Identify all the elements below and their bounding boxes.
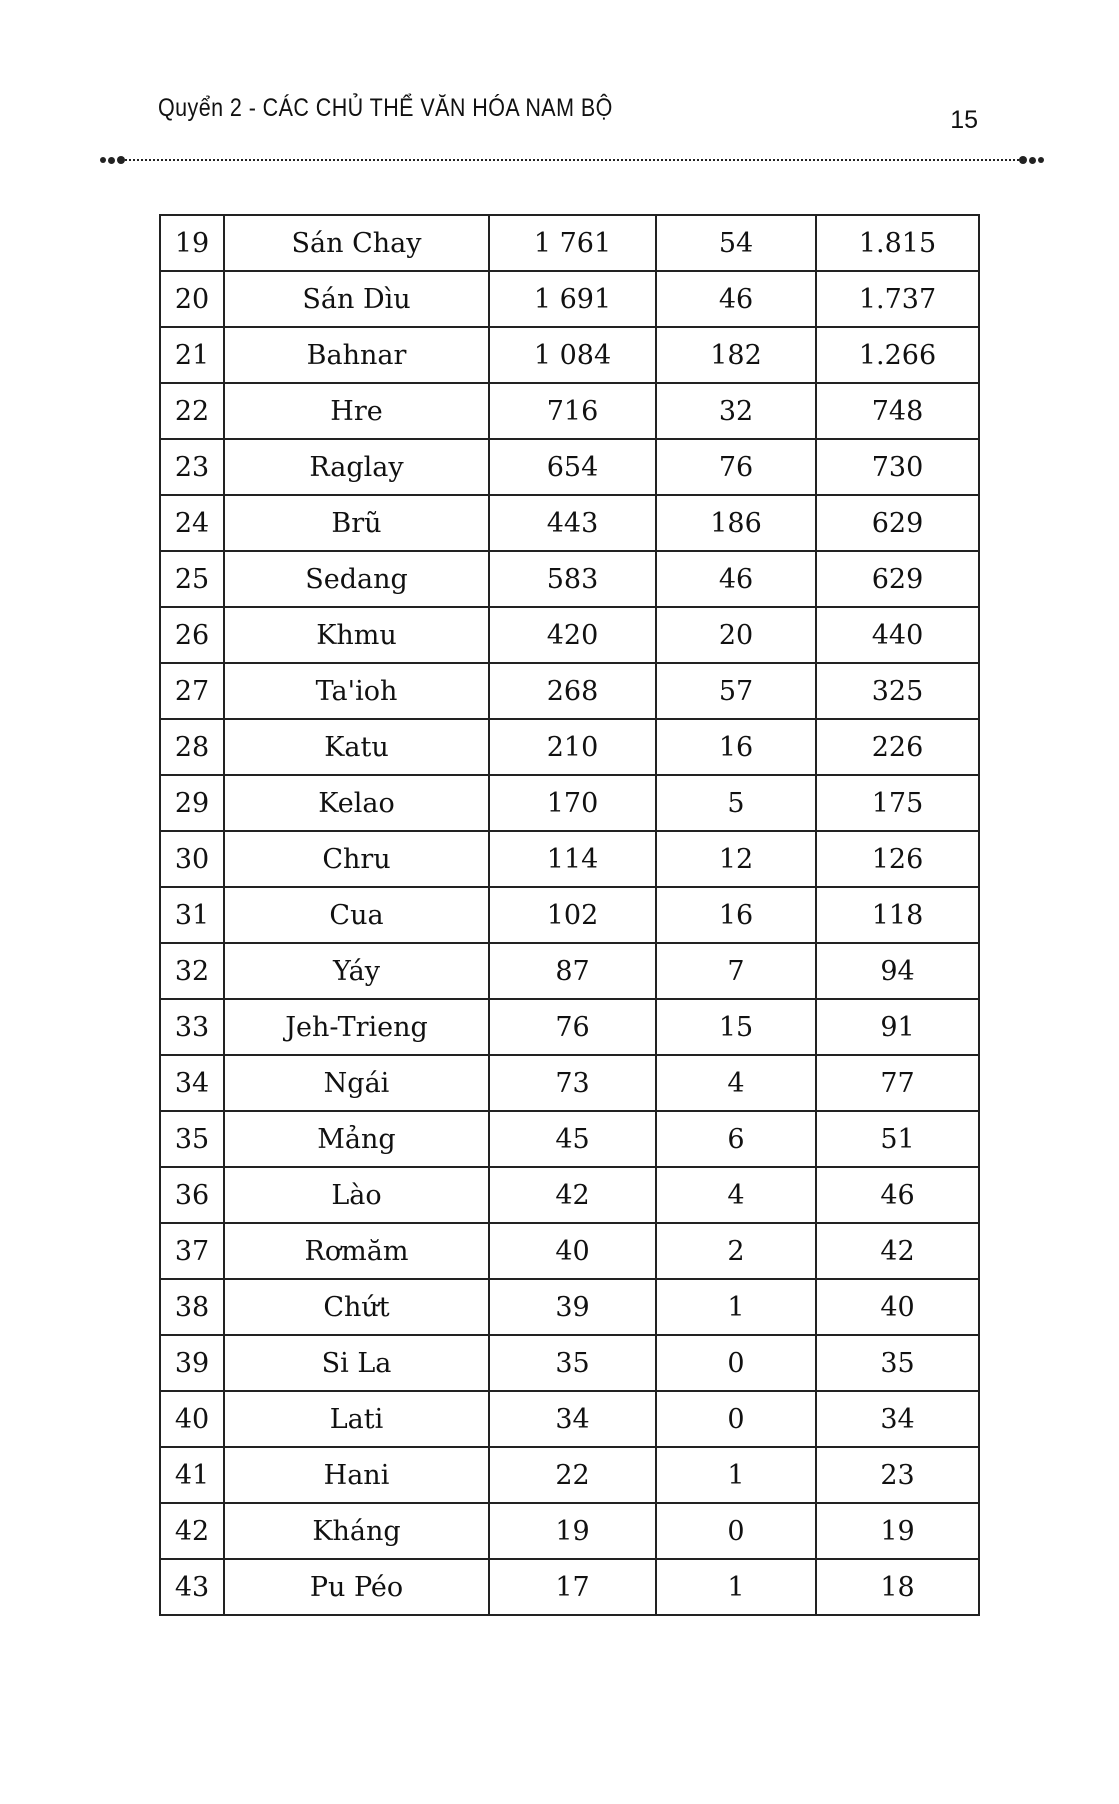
value-col-1-cell: 1 084 [489, 327, 656, 383]
value-col-1-cell: 17 [489, 1559, 656, 1615]
table-row [160, 495, 979, 551]
row-number-cell: 25 [160, 551, 224, 607]
total-value-cell: 94 [816, 943, 979, 999]
total-value-cell: 46 [816, 1167, 979, 1223]
table-row [160, 1223, 979, 1279]
row-number-cell: 30 [160, 831, 224, 887]
value-col-2-cell: 2 [656, 1223, 816, 1279]
row-number-cell: 36 [160, 1167, 224, 1223]
row-number-cell: 39 [160, 1335, 224, 1391]
total-value-cell: 175 [816, 775, 979, 831]
value-col-1-cell: 654 [489, 439, 656, 495]
table-row [160, 775, 979, 831]
table-row [160, 271, 979, 327]
ethnic-group-name-cell: Ta'ioh [224, 663, 489, 719]
value-col-2-cell: 57 [656, 663, 816, 719]
total-value-cell: 34 [816, 1391, 979, 1447]
ethnic-group-name-cell: Cua [224, 887, 489, 943]
divider-ornament-right [1019, 155, 1044, 165]
row-number-cell: 29 [160, 775, 224, 831]
total-value-cell: 40 [816, 1279, 979, 1335]
table-row [160, 327, 979, 383]
ethnic-group-name-cell: Yáy [224, 943, 489, 999]
ethnic-group-name-cell: Mảng [224, 1111, 489, 1167]
ethnic-population-table [159, 214, 980, 1616]
running-header-title: Quyển 2 - CÁC CHỦ THỂ VĂN HÓA NAM BỘ [158, 94, 613, 122]
ethnic-group-name-cell: Bahnar [224, 327, 489, 383]
value-col-2-cell: 0 [656, 1503, 816, 1559]
value-col-1-cell: 102 [489, 887, 656, 943]
row-number-cell: 21 [160, 327, 224, 383]
value-col-2-cell: 5 [656, 775, 816, 831]
table-row [160, 999, 979, 1055]
row-number-cell: 42 [160, 1503, 224, 1559]
ethnic-group-name-cell: Ngái [224, 1055, 489, 1111]
header-divider [100, 155, 1044, 165]
ethnic-group-name-cell: Hani [224, 1447, 489, 1503]
value-col-1-cell: 170 [489, 775, 656, 831]
value-col-2-cell: 32 [656, 383, 816, 439]
value-col-2-cell: 1 [656, 1559, 816, 1615]
table-row [160, 215, 979, 271]
table-row [160, 383, 979, 439]
table-row [160, 607, 979, 663]
row-number-cell: 28 [160, 719, 224, 775]
ethnic-group-name-cell: Katu [224, 719, 489, 775]
value-col-1-cell: 583 [489, 551, 656, 607]
total-value-cell: 77 [816, 1055, 979, 1111]
ethnic-group-name-cell: Khmu [224, 607, 489, 663]
ethnic-group-name-cell: Chru [224, 831, 489, 887]
row-number-cell: 24 [160, 495, 224, 551]
total-value-cell: 118 [816, 887, 979, 943]
value-col-2-cell: 6 [656, 1111, 816, 1167]
ethnic-group-name-cell: Pu Péo [224, 1559, 489, 1615]
value-col-1-cell: 210 [489, 719, 656, 775]
value-col-1-cell: 73 [489, 1055, 656, 1111]
value-col-1-cell: 45 [489, 1111, 656, 1167]
value-col-2-cell: 186 [656, 495, 816, 551]
total-value-cell: 1.815 [816, 215, 979, 271]
value-col-2-cell: 46 [656, 271, 816, 327]
ethnic-group-name-cell: Lào [224, 1167, 489, 1223]
row-number-cell: 35 [160, 1111, 224, 1167]
value-col-1-cell: 19 [489, 1503, 656, 1559]
value-col-1-cell: 40 [489, 1223, 656, 1279]
table-row [160, 1447, 979, 1503]
total-value-cell: 19 [816, 1503, 979, 1559]
table-row [160, 1503, 979, 1559]
value-col-1-cell: 443 [489, 495, 656, 551]
row-number-cell: 41 [160, 1447, 224, 1503]
total-value-cell: 440 [816, 607, 979, 663]
ethnic-group-name-cell: Jeh-Trieng [224, 999, 489, 1055]
total-value-cell: 1.266 [816, 327, 979, 383]
row-number-cell: 22 [160, 383, 224, 439]
total-value-cell: 1.737 [816, 271, 979, 327]
table-row [160, 887, 979, 943]
table-row [160, 1391, 979, 1447]
total-value-cell: 748 [816, 383, 979, 439]
value-col-2-cell: 4 [656, 1167, 816, 1223]
value-col-2-cell: 12 [656, 831, 816, 887]
value-col-2-cell: 46 [656, 551, 816, 607]
total-value-cell: 18 [816, 1559, 979, 1615]
page-number: 15 [950, 106, 978, 134]
ethnic-group-name-cell: Sán Dìu [224, 271, 489, 327]
total-value-cell: 35 [816, 1335, 979, 1391]
ethnic-group-name-cell: Brũ [224, 495, 489, 551]
table-row [160, 439, 979, 495]
row-number-cell: 33 [160, 999, 224, 1055]
value-col-2-cell: 16 [656, 887, 816, 943]
table-row [160, 719, 979, 775]
ethnic-group-name-cell: Chứt [224, 1279, 489, 1335]
row-number-cell: 23 [160, 439, 224, 495]
value-col-2-cell: 0 [656, 1391, 816, 1447]
value-col-2-cell: 20 [656, 607, 816, 663]
table-row [160, 1111, 979, 1167]
row-number-cell: 43 [160, 1559, 224, 1615]
row-number-cell: 31 [160, 887, 224, 943]
row-number-cell: 37 [160, 1223, 224, 1279]
table-row [160, 663, 979, 719]
total-value-cell: 42 [816, 1223, 979, 1279]
value-col-1-cell: 22 [489, 1447, 656, 1503]
value-col-2-cell: 15 [656, 999, 816, 1055]
value-col-1-cell: 34 [489, 1391, 656, 1447]
ethnic-group-name-cell: Sedang [224, 551, 489, 607]
value-col-1-cell: 420 [489, 607, 656, 663]
table-row [160, 1055, 979, 1111]
ethnic-group-name-cell: Rơmăm [224, 1223, 489, 1279]
row-number-cell: 20 [160, 271, 224, 327]
ethnic-group-name-cell: Sán Chay [224, 215, 489, 271]
total-value-cell: 325 [816, 663, 979, 719]
ethnic-group-name-cell: Lati [224, 1391, 489, 1447]
value-col-2-cell: 0 [656, 1335, 816, 1391]
value-col-1-cell: 114 [489, 831, 656, 887]
value-col-1-cell: 39 [489, 1279, 656, 1335]
row-number-cell: 32 [160, 943, 224, 999]
ethnic-group-name-cell: Hre [224, 383, 489, 439]
table-row [160, 831, 979, 887]
row-number-cell: 19 [160, 215, 224, 271]
ethnic-group-name-cell: Si La [224, 1335, 489, 1391]
total-value-cell: 629 [816, 495, 979, 551]
value-col-2-cell: 16 [656, 719, 816, 775]
row-number-cell: 27 [160, 663, 224, 719]
table-row [160, 551, 979, 607]
value-col-1-cell: 268 [489, 663, 656, 719]
value-col-1-cell: 1 761 [489, 215, 656, 271]
value-col-2-cell: 76 [656, 439, 816, 495]
total-value-cell: 51 [816, 1111, 979, 1167]
table-row [160, 1279, 979, 1335]
ethnic-group-name-cell: Raglay [224, 439, 489, 495]
table-row [160, 1335, 979, 1391]
value-col-2-cell: 7 [656, 943, 816, 999]
ethnic-group-name-cell: Kháng [224, 1503, 489, 1559]
value-col-2-cell: 1 [656, 1279, 816, 1335]
ethnic-group-name-cell: Kelao [224, 775, 489, 831]
total-value-cell: 629 [816, 551, 979, 607]
total-value-cell: 91 [816, 999, 979, 1055]
value-col-1-cell: 35 [489, 1335, 656, 1391]
value-col-1-cell: 42 [489, 1167, 656, 1223]
value-col-2-cell: 182 [656, 327, 816, 383]
row-number-cell: 34 [160, 1055, 224, 1111]
value-col-2-cell: 4 [656, 1055, 816, 1111]
total-value-cell: 730 [816, 439, 979, 495]
value-col-1-cell: 716 [489, 383, 656, 439]
value-col-2-cell: 54 [656, 215, 816, 271]
total-value-cell: 126 [816, 831, 979, 887]
value-col-1-cell: 76 [489, 999, 656, 1055]
row-number-cell: 26 [160, 607, 224, 663]
value-col-1-cell: 87 [489, 943, 656, 999]
table-row [160, 943, 979, 999]
value-col-1-cell: 1 691 [489, 271, 656, 327]
row-number-cell: 38 [160, 1279, 224, 1335]
total-value-cell: 226 [816, 719, 979, 775]
table-row [160, 1559, 979, 1615]
value-col-2-cell: 1 [656, 1447, 816, 1503]
row-number-cell: 40 [160, 1391, 224, 1447]
table-row [160, 1167, 979, 1223]
total-value-cell: 23 [816, 1447, 979, 1503]
